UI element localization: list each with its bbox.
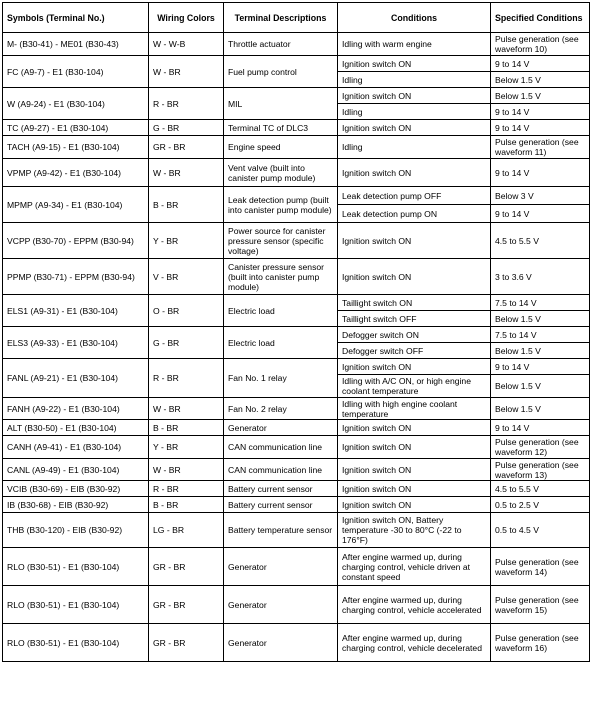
spec-cell: 7.5 to 14 V [491, 327, 590, 343]
condition-cell: Ignition switch ON [338, 459, 491, 481]
table-row [3, 295, 590, 311]
description-cell: MIL [224, 88, 338, 120]
header-row [3, 3, 590, 33]
description-cell: Engine speed [224, 136, 338, 159]
symbol-cell: MPMP (A9-34) - E1 (B30-104) [3, 187, 149, 223]
condition-cell: Ignition switch ON [338, 259, 491, 295]
symbol-cell: FANH (A9-22) - E1 (B30-104) [3, 398, 149, 420]
terminal-spec-table [2, 2, 590, 662]
wiring-color-cell: W - W-B [149, 33, 224, 56]
condition-cell: Taillight switch OFF [338, 311, 491, 327]
symbol-cell: THB (B30-120) - EIB (B30-92) [3, 513, 149, 548]
table-row [3, 548, 590, 586]
symbol-cell: W (A9-24) - E1 (B30-104) [3, 88, 149, 120]
wiring-color-cell: Y - BR [149, 223, 224, 259]
symbol-cell: FANL (A9-21) - E1 (B30-104) [3, 359, 149, 398]
wiring-color-cell: Y - BR [149, 436, 224, 459]
table-row [3, 586, 590, 624]
spec-cell: 9 to 14 V [491, 120, 590, 136]
description-cell: Generator [224, 548, 338, 586]
spec-cell: 9 to 14 V [491, 205, 590, 223]
condition-cell: Leak detection pump ON [338, 205, 491, 223]
header-terminal-descriptions: Terminal Descriptions [224, 3, 338, 33]
description-cell: Generator [224, 624, 338, 662]
condition-cell: Defogger switch OFF [338, 343, 491, 359]
symbol-cell: CANH (A9-41) - E1 (B30-104) [3, 436, 149, 459]
wiring-color-cell: B - BR [149, 420, 224, 436]
condition-cell: Ignition switch ON [338, 436, 491, 459]
symbol-cell: CANL (A9-49) - E1 (B30-104) [3, 459, 149, 481]
wiring-color-cell: B - BR [149, 187, 224, 223]
spec-cell: 3 to 3.6 V [491, 259, 590, 295]
description-cell: Fan No. 2 relay [224, 398, 338, 420]
spec-cell: 9 to 14 V [491, 420, 590, 436]
header-specified-conditions: Specified Conditions [491, 3, 590, 33]
table-row [3, 420, 590, 436]
condition-cell: Defogger switch ON [338, 327, 491, 343]
condition-cell: Idling [338, 72, 491, 88]
description-cell: Power source for canister pressure sensor (specific voltage) [224, 223, 338, 259]
spec-cell: Pulse generation (see waveform 10) [491, 33, 590, 56]
spec-cell: Below 1.5 V [491, 398, 590, 420]
header-wiring-colors: Wiring Colors [149, 3, 224, 33]
condition-cell: Ignition switch ON [338, 420, 491, 436]
wiring-color-cell: G - BR [149, 327, 224, 359]
condition-cell: Ignition switch ON [338, 159, 491, 187]
spec-cell: Below 1.5 V [491, 72, 590, 88]
description-cell: Fan No. 1 relay [224, 359, 338, 398]
symbol-cell: RLO (B30-51) - E1 (B30-104) [3, 586, 149, 624]
wiring-color-cell: O - BR [149, 295, 224, 327]
spec-cell: Below 1.5 V [491, 311, 590, 327]
condition-cell: Ignition switch ON [338, 359, 491, 375]
spec-cell: 0.5 to 2.5 V [491, 497, 590, 513]
spec-cell: Pulse generation (see waveform 12) [491, 436, 590, 459]
description-cell: Electric load [224, 327, 338, 359]
condition-cell: Ignition switch ON [338, 56, 491, 72]
description-cell: Fuel pump control [224, 56, 338, 88]
table-row [3, 136, 590, 159]
table-row [3, 513, 590, 548]
symbol-cell: RLO (B30-51) - E1 (B30-104) [3, 548, 149, 586]
table-row [3, 459, 590, 481]
wiring-color-cell: R - BR [149, 88, 224, 120]
condition-cell: Idling [338, 104, 491, 120]
spec-cell: 4.5 to 5.5 V [491, 223, 590, 259]
spec-cell: Pulse generation (see waveform 11) [491, 136, 590, 159]
spec-cell: Pulse generation (see waveform 14) [491, 548, 590, 586]
table-row [3, 359, 590, 375]
condition-cell: Idling [338, 136, 491, 159]
table-row [3, 624, 590, 662]
spec-cell: 9 to 14 V [491, 159, 590, 187]
condition-cell: Ignition switch ON [338, 88, 491, 104]
table-row [3, 398, 590, 420]
symbol-cell: TACH (A9-15) - E1 (B30-104) [3, 136, 149, 159]
description-cell: Throttle actuator [224, 33, 338, 56]
description-cell: Battery current sensor [224, 481, 338, 497]
condition-cell: Idling with A/C ON, or high engine coolant temperature [338, 375, 491, 398]
symbol-cell: IB (B30-68) - EIB (B30-92) [3, 497, 149, 513]
symbol-cell: RLO (B30-51) - E1 (B30-104) [3, 624, 149, 662]
symbol-cell: VPMP (A9-42) - E1 (B30-104) [3, 159, 149, 187]
spec-cell: Pulse generation (see waveform 16) [491, 624, 590, 662]
symbol-cell: ELS1 (A9-31) - E1 (B30-104) [3, 295, 149, 327]
spec-cell: 9 to 14 V [491, 104, 590, 120]
header-symbols: Symbols (Terminal No.) [3, 3, 149, 33]
symbol-cell: FC (A9-7) - E1 (B30-104) [3, 56, 149, 88]
condition-cell: Leak detection pump OFF [338, 187, 491, 205]
condition-cell: Taillight switch ON [338, 295, 491, 311]
spec-cell: Below 1.5 V [491, 343, 590, 359]
wiring-color-cell: GR - BR [149, 586, 224, 624]
symbol-cell: ELS3 (A9-33) - E1 (B30-104) [3, 327, 149, 359]
wiring-color-cell: W - BR [149, 56, 224, 88]
wiring-color-cell: B - BR [149, 497, 224, 513]
wiring-color-cell: W - BR [149, 398, 224, 420]
description-cell: Battery current sensor [224, 497, 338, 513]
table-row [3, 120, 590, 136]
condition-cell: Ignition switch ON, Battery temperature -30 to 80°C (-22 to 176°F) [338, 513, 491, 548]
description-cell: Vent valve (built into canister pump module) [224, 159, 338, 187]
wiring-color-cell: V - BR [149, 259, 224, 295]
table-row [3, 33, 590, 56]
table-row [3, 259, 590, 295]
description-cell: CAN communication line [224, 459, 338, 481]
symbol-cell: M- (B30-41) - ME01 (B30-43) [3, 33, 149, 56]
spec-cell: 0.5 to 4.5 V [491, 513, 590, 548]
condition-cell: Idling with high engine coolant temperature [338, 398, 491, 420]
table-row [3, 436, 590, 459]
wiring-color-cell: W - BR [149, 159, 224, 187]
description-cell: Electric load [224, 295, 338, 327]
condition-cell: After engine warmed up, during charging control, vehicle accelerated [338, 586, 491, 624]
table-row [3, 88, 590, 104]
spec-cell: Below 3 V [491, 187, 590, 205]
condition-cell: Ignition switch ON [338, 481, 491, 497]
table-row [3, 187, 590, 205]
condition-cell: Ignition switch ON [338, 497, 491, 513]
spec-cell: 9 to 14 V [491, 359, 590, 375]
symbol-cell: VCPP (B30-70) - EPPM (B30-94) [3, 223, 149, 259]
condition-cell: After engine warmed up, during charging control, vehicle decelerated [338, 624, 491, 662]
wiring-color-cell: G - BR [149, 120, 224, 136]
wiring-color-cell: GR - BR [149, 136, 224, 159]
symbol-cell: VCIB (B30-69) - EIB (B30-92) [3, 481, 149, 497]
spec-cell: Below 1.5 V [491, 375, 590, 398]
header-conditions: Conditions [338, 3, 491, 33]
description-cell: Canister pressure sensor (built into canister pump module) [224, 259, 338, 295]
condition-cell: Idling with warm engine [338, 33, 491, 56]
table-body [3, 33, 590, 662]
wiring-color-cell: GR - BR [149, 548, 224, 586]
wiring-color-cell: LG - BR [149, 513, 224, 548]
condition-cell: Ignition switch ON [338, 223, 491, 259]
description-cell: Battery temperature sensor [224, 513, 338, 548]
wiring-color-cell: R - BR [149, 359, 224, 398]
symbol-cell: PPMP (B30-71) - EPPM (B30-94) [3, 259, 149, 295]
spec-cell: Below 1.5 V [491, 88, 590, 104]
table-row [3, 497, 590, 513]
table-row [3, 56, 590, 72]
spec-cell: Pulse generation (see waveform 15) [491, 586, 590, 624]
spec-cell: Pulse generation (see waveform 13) [491, 459, 590, 481]
table-row [3, 481, 590, 497]
wiring-color-cell: GR - BR [149, 624, 224, 662]
condition-cell: Ignition switch ON [338, 120, 491, 136]
spec-cell: 9 to 14 V [491, 56, 590, 72]
symbol-cell: TC (A9-27) - E1 (B30-104) [3, 120, 149, 136]
table-row [3, 159, 590, 187]
description-cell: Generator [224, 420, 338, 436]
table-row [3, 327, 590, 343]
symbol-cell: ALT (B30-50) - E1 (B30-104) [3, 420, 149, 436]
description-cell: Terminal TC of DLC3 [224, 120, 338, 136]
spec-cell: 7.5 to 14 V [491, 295, 590, 311]
condition-cell: After engine warmed up, during charging control, vehicle driven at constant speed [338, 548, 491, 586]
spec-cell: 4.5 to 5.5 V [491, 481, 590, 497]
description-cell: CAN communication line [224, 436, 338, 459]
wiring-color-cell: R - BR [149, 481, 224, 497]
description-cell: Generator [224, 586, 338, 624]
wiring-color-cell: W - BR [149, 459, 224, 481]
description-cell: Leak detection pump (built into canister pump module) [224, 187, 338, 223]
table-row [3, 223, 590, 259]
